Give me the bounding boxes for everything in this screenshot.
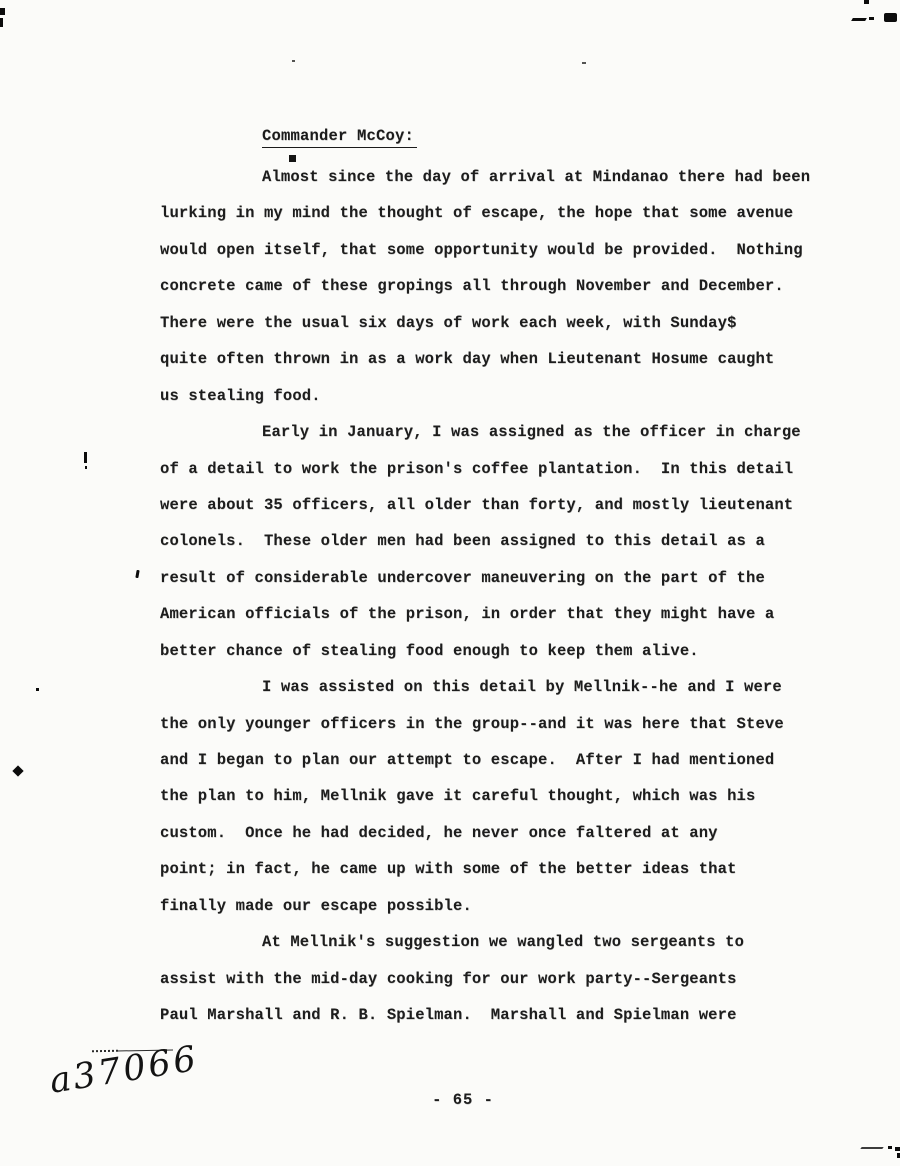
scan-artifact-bottom-right	[888, 1146, 892, 1149]
scan-artifact-top-edge	[864, 0, 869, 4]
text-line: concrete came of these gropings all through November and December.	[160, 277, 784, 296]
text-line: better chance of stealing food enough to keep them alive.	[160, 641, 699, 660]
text-line: There were the usual six days of work each week, with Sunday$	[160, 313, 737, 332]
text-line: of a detail to work the prison's coffee plantation. In this detail	[160, 459, 794, 478]
scan-artifact-speck	[292, 60, 295, 62]
scan-artifact-top-right	[869, 17, 874, 20]
text-line: colonels. These older men had been assigned to this detail as a	[160, 532, 765, 551]
text-line: I was assisted on this detail by Mellnik--he and I were	[262, 678, 782, 697]
text-line: and I began to plan our attempt to escape. After I had mentioned	[160, 751, 775, 769]
scan-artifact-top-left	[0, 8, 5, 15]
text-line: custom. Once he had decided, he never once faltered at any	[160, 823, 718, 842]
section-heading: Commander McCoy:	[262, 127, 417, 148]
text-line: result of considerable undercover maneuvering on the part of the	[160, 568, 765, 587]
text-line: would open itself, that some opportunity would be provided. Nothing	[160, 240, 803, 259]
scan-artifact-bottom-right	[860, 1147, 883, 1149]
handwritten-archive-number: a37066	[46, 1038, 202, 1102]
text-line: At Mellnik's suggestion we wangled two sergeants to	[262, 933, 745, 952]
scan-artifact-bottom-right	[895, 1147, 900, 1151]
text-line: were about 35 officers, all older than forty, and mostly lieutenant	[160, 495, 794, 514]
scan-artifact-top-left	[0, 18, 3, 27]
scan-artifact-left-margin	[85, 466, 87, 469]
text-line: assist with the mid-day cooking for our work party--Sergeants	[160, 969, 737, 988]
scan-artifact-left-margin	[84, 452, 87, 463]
text-line: Paul Marshall and R. B. Spielman. Marshall and Spielman were	[160, 1006, 737, 1025]
text-line: American officials of the prison, in order that they might have a	[160, 605, 775, 624]
text-line: Almost since the day of arrival at Mindanao there had been	[262, 168, 811, 186]
scan-artifact-left-margin	[36, 688, 39, 691]
scan-artifact-top-right	[884, 13, 897, 22]
scan-artifact-top-right	[851, 18, 867, 21]
scan-artifact-speck	[582, 62, 586, 64]
text-line: lurking in my mind the thought of escape, the hope that some avenue	[160, 204, 794, 223]
scan-artifact-left-margin	[135, 570, 139, 578]
scan-artifact-left-margin	[12, 765, 23, 776]
text-line: quite often thrown in as a work day when Lieutenant Hosume caught	[160, 350, 775, 369]
text-line: the only younger officers in the group--and it was here that Steve	[160, 714, 784, 733]
text-line: finally made our escape possible.	[160, 896, 472, 915]
text-line: point; in fact, he came up with some of the better ideas that	[160, 860, 737, 879]
text-line: us stealing food.	[160, 386, 321, 405]
text-line: Early in January, I was assigned as the officer in charge	[262, 423, 801, 442]
text-line: the plan to him, Mellnik gave it careful thought, which was his	[160, 787, 756, 806]
document-body	[160, 159, 840, 1034]
page-number: - 65 -	[432, 1091, 494, 1109]
